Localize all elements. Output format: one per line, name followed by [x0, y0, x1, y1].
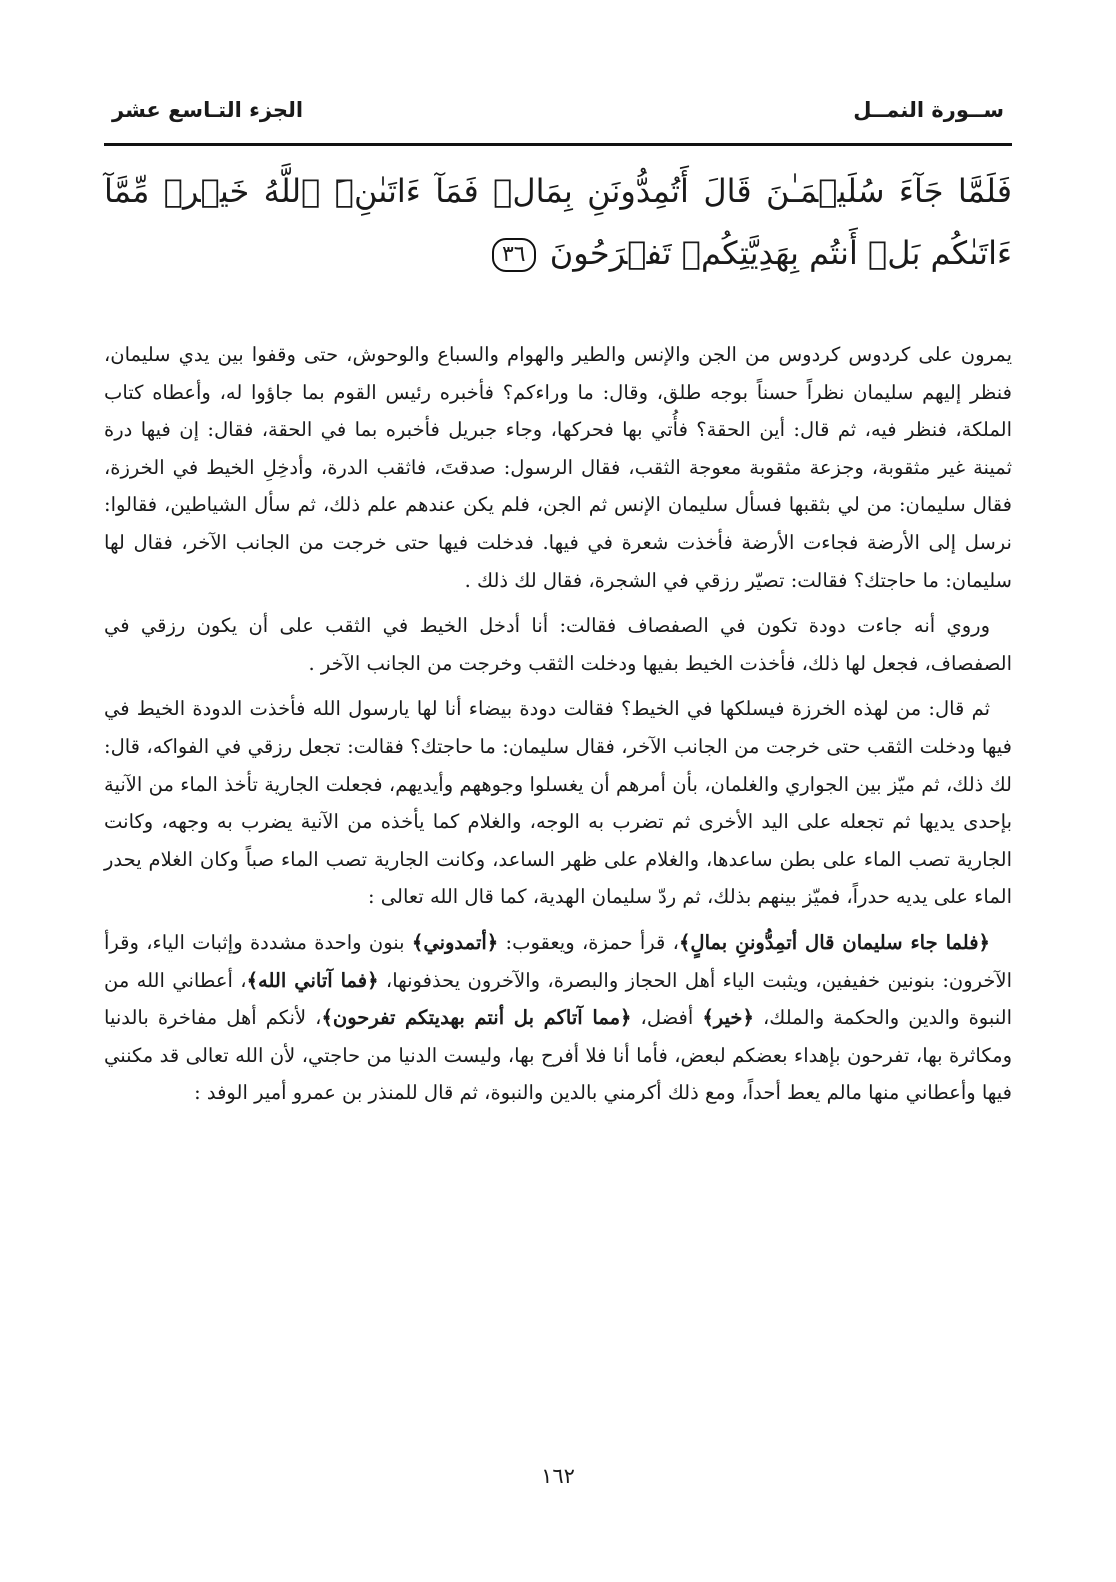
paragraph-4-text-3: ، أعطاني الله من النبوة والدين والحكمة والملك، [104, 968, 1013, 1030]
quote-reading-variant: ﴿أتمدوني﴾ [411, 930, 499, 954]
verse-text: فَلَمَّا جَآءَ سُلَيۡمَـٰنَ قَالَ أَتُمِدُّونَنِ بِمَالٖ فَمَآ ءَاتَىٰنِۦَ ٱللَّهُ خَيۡرٞ مِّمَّآ ءَاتَىٰكُم بَلۡ أَنتُم بِهَدِيَّتِكُمۡ تَفۡرَحُونَ [104, 172, 1012, 272]
paragraph-2: وروي أنه جاءت دودة تكون في الصفصاف فقالت: أنا أدخل الخيط في الثقب على أن يكون رزقي في الصفصاف، فجعل لها ذلك، فأخذت الخيط بفيها ودخلت الثقب وخرجت من الجانب الآخر . [104, 614, 1012, 675]
quote-mimma-atakum: ﴿مما آتاكم بل أنتم بهديتكم تفرحون﴾ [321, 1006, 632, 1030]
paragraph-4 [104, 924, 1012, 1112]
paragraph-4-text-5: ، لأنكم أهل مفاخرة بالدنيا ومكاثرة بها، تفرحون بإهداء بعضكم لبعض، فأما أنا فلا أفرح بها، وليست الدنيا من حاجتي، لأن الله تعالى قد مكنني فيها وأعطاني منها مالم يعط أحداً، ومع ذلك أكرمني بالدين والنبوة، ثم قال للمنذر بن عمرو أمير الوفد : [104, 1006, 1012, 1105]
quran-verse [104, 160, 1012, 284]
paragraph-4-text-2: بنون واحدة مشددة وإثبات الياء، وقرأ الآخرون: بنونين خفيفين، ويثبت الياء أهل الحجاز والبصرة، والآخرون يحذفونها، [104, 930, 1013, 992]
juz-title: الجزء التـاسع عشر [112, 98, 304, 122]
paragraph-4-text-4: أفضل، [631, 1006, 703, 1030]
page-number: ١٦٢ [541, 1464, 575, 1488]
paragraph-3: ثم قال: من لهذه الخرزة فيسلكها في الخيط؟ فقالت دودة بيضاء أنا لها يارسول الله فأخذت الدودة الخيط في فيها ودخلت الثقب حتى خرجت من الجانب الآخر، فقال سليمان: ما حاجتك؟ فقالت: تجعل رزقي في الفواكه، قال: لك ذلك، ثم ميّز بين الجواري والغلمان، بأن أمرهم أن يغسلوا وجوههم وأيديهم، فجعلت الجارية تأخذ الماء من الآنية بإحدى يديها ثم تجعله على اليد الأخرى ثم تضرب به الوجه، والغلام كما يأخذه من الآنية يضرب به وجهه، وكانت الجارية تصب الماء على بطن ساعدها، والغلام على ظهر الساعد، وكانت الجارية تصب الماء صباً وكان الغلام يحدر الماء على يديه حدراً، فميّز بينهم بذلك، ثم ردّ سليمان الهدية، كما قال الله تعالى : [104, 697, 1012, 909]
ayah-number-marker: ٣٦ [492, 238, 536, 272]
header-divider [104, 143, 1012, 146]
quote-verse-phrase: ﴿فلما جاء سليمان قال أتمِدُّوننِ بمالٍ﴾ [678, 930, 990, 954]
paragraph-4-text-1: ، قرأ حمزة، ويعقوب: [498, 930, 679, 954]
surah-title: ســورة النمــل [853, 98, 1004, 122]
quote-khayr: ﴿خير﴾ [702, 1006, 754, 1030]
paragraph-1: يمرون على كردوس كردوس من الجن والإنس والطير والهوام والسباع والوحوش، حتى وقفوا بين يدي سليمان، فنظر إليهم سليمان نظراً حسناً بوجه طلق، وقال: ما وراءكم؟ فأخبره رئيس القوم بما جاؤوا له، وأعطاه كتاب الملكة، فنظر فيه، ثم قال: أين الحقة؟ فأُتي بها فحركها، وجاء جبريل فأخبره بما في الحقة، فقال: إن فيها درة ثمينة غير مثقوبة، وجزعة مثقوبة معوجة الثقب، فقال الرسول: صدقتَ، فاثقب الدرة، وأدخِلِ الخيط في الخرزة، فقال سليمان: من لي بثقبها فسأل سليمان الإنس ثم الجن، فلم يكن عندهم علم ذلك، ثم سأل الشياطين، فقالوا: نرسل إلى الأرضة فجاءت الأرضة فأخذت شعرة في فيها. فدخلت فيها حتى خرجت من الجانب الآخر، فقال لها سليمان: ما حاجتك؟ فقالت: تصيّر رزقي في الشجرة، فقال لك ذلك . [104, 343, 1012, 592]
quote-fama-ataniya: ﴿فما آتاني الله﴾ [246, 968, 379, 992]
running-header [112, 92, 1004, 128]
commentary-text [104, 336, 1012, 1120]
